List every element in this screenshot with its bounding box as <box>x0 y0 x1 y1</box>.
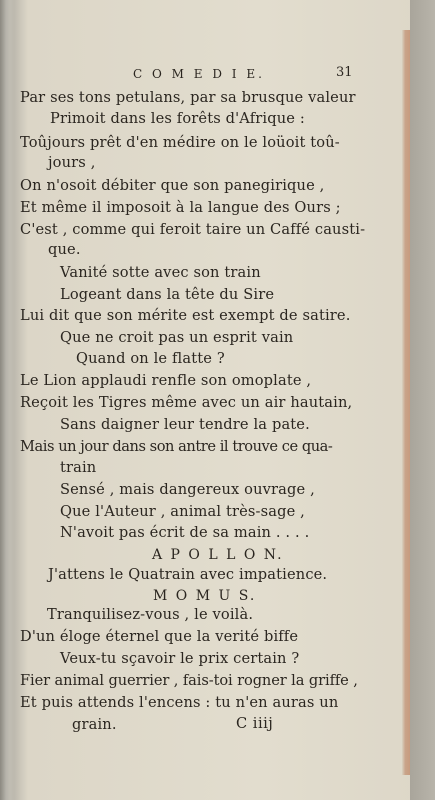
verse-line: Lui dit que son mérite est exempt de satire. <box>20 307 351 324</box>
verse-line: Vanité sotte avec son train <box>60 264 261 281</box>
page-number: 31 <box>336 65 353 80</box>
verse-line: J'attens le Quatrain avec impatience. <box>48 566 328 583</box>
verse-line: que. <box>48 241 81 258</box>
verse-line: Et puis attends l'encens : tu n'en auras un <box>20 694 339 711</box>
verse-line: On n'osoit débiter que son panegirique , <box>20 177 325 194</box>
verse-line: Reçoit les Tigres même avec un air hautain, <box>20 394 353 411</box>
page-edge <box>402 30 410 775</box>
signature-mark: C iiij <box>236 715 274 732</box>
verse-line: jours , <box>48 154 96 171</box>
speaker-momus: M O M U S. <box>153 588 257 604</box>
verse-line: Que l'Auteur , animal très-sage , <box>60 503 305 520</box>
verse-line: Que ne croit pas un esprit vain <box>60 329 294 346</box>
speaker-apollon: A P O L L O N. <box>152 547 284 563</box>
verse-line: D'un éloge éternel que la verité biffe <box>20 628 299 645</box>
verse-line: Toûjours prêt d'en médire on le loüoit toû- <box>20 134 340 151</box>
running-head: C O M E D I E. <box>133 67 265 81</box>
verse-line: Mais un jour dans son antre il trouve ce qua- <box>20 438 333 455</box>
verse-line: Fier animal guerrier , fais-toi rogner la griffe , <box>20 672 358 689</box>
verse-line: Primoit dans les forêts d'Afrique : <box>50 110 305 127</box>
verse-line: C'est , comme qui feroit taire un Caffé causti- <box>20 221 366 238</box>
verse-line-continuation: train <box>60 459 97 476</box>
verse-line: Et même il imposoit à la langue des Ours ; <box>20 199 341 216</box>
verse-line: Veux-tu sçavoir le prix certain ? <box>60 650 300 667</box>
verse-line: Sensé , mais dangereux ouvrage , <box>60 481 315 498</box>
page-edge-background <box>410 0 435 800</box>
verse-line: Sans daigner leur tendre la pate. <box>60 416 310 433</box>
verse-line: Par ses tons petulans, par sa brusque valeur <box>20 89 356 106</box>
verse-line: Logeant dans la tête du Sire <box>60 286 275 303</box>
verse-line: Le Lion applaudi renfle son omoplate , <box>20 372 312 389</box>
verse-line: grain. <box>72 716 117 733</box>
verse-line: Tranquilisez-vous , le voilà. <box>47 606 254 623</box>
verse-line: Quand on le flatte ? <box>76 350 225 367</box>
verse-line: N'avoit pas écrit de sa main . . . . <box>60 524 310 541</box>
